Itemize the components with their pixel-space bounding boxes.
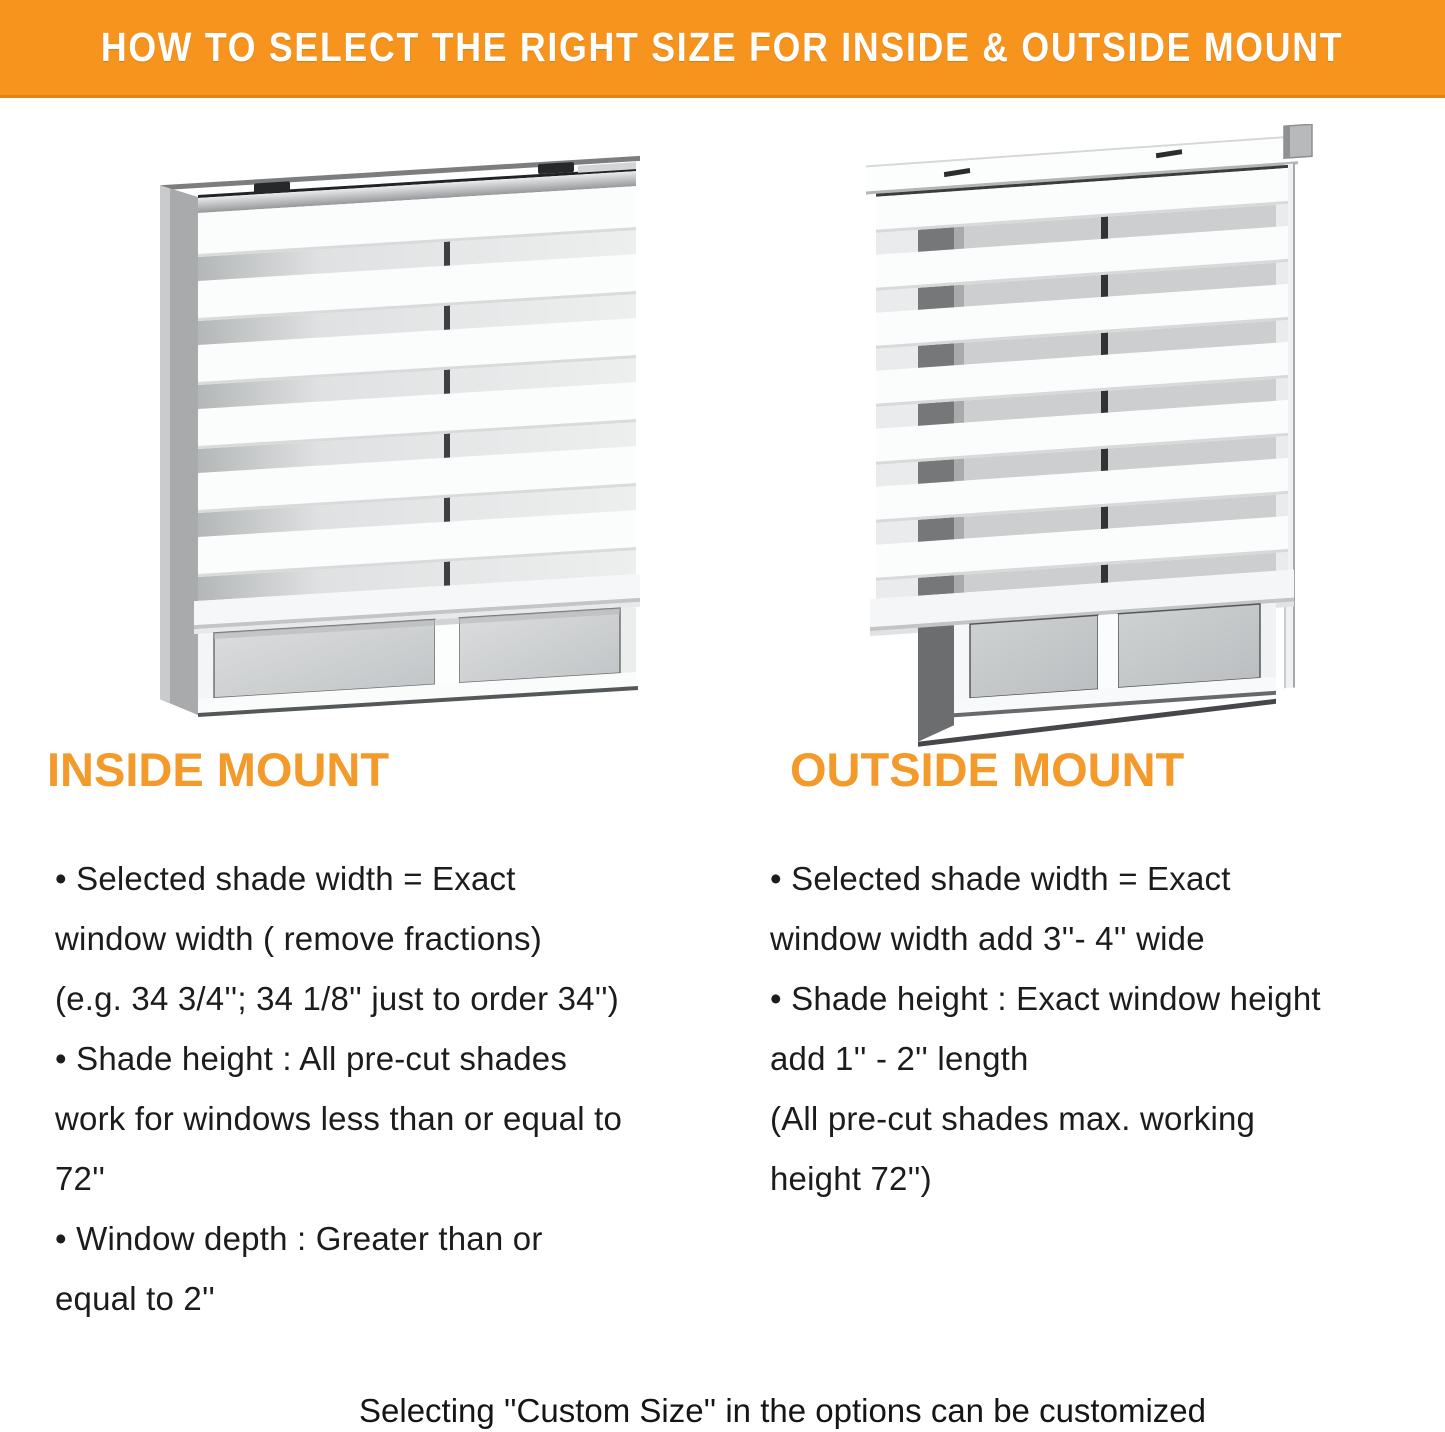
page-title: HOW TO SELECT THE RIGHT SIZE FOR INSIDE & OUTSIDE MOUNT: [101, 24, 1344, 70]
window-glass-left: [970, 615, 1098, 698]
text-line: • Shade height : All pre-cut shades: [55, 1040, 568, 1077]
inside-mount-heading: INSIDE MOUNT: [47, 743, 390, 796]
outside-mount-section: [765, 742, 1405, 1209]
window-lower-section: [918, 603, 1276, 747]
window-mullion: [1098, 614, 1118, 689]
inside-mount-instructions: [55, 849, 705, 1329]
inside-mount-section: [45, 742, 705, 1329]
text-line: work for windows less than or equal to: [55, 1100, 623, 1137]
l-bracket: [1284, 124, 1312, 158]
text-line: • Shade height : Exact window height: [770, 980, 1321, 1017]
text-line: • Selected shade width = Exact: [770, 860, 1231, 897]
text-line: 72'': [55, 1160, 106, 1197]
outside-mount-instructions: [770, 849, 1405, 1209]
window-recess: [918, 625, 954, 742]
text-line: (All pre-cut shades max. working: [770, 1100, 1256, 1137]
window-mullion: [435, 618, 459, 684]
text-line: window width ( remove fractions): [55, 920, 542, 957]
text-line: equal to 2'': [55, 1280, 215, 1317]
text-line: window width add 3''- 4'' wide: [770, 920, 1205, 957]
outside-mount-illustration: [858, 124, 1328, 757]
text-line: (e.g. 34 3/4''; 34 1/8'' just to order 34''): [55, 980, 619, 1017]
text-line: • Selected shade width = Exact: [55, 860, 516, 897]
outside-mount-heading: OUTSIDE MOUNT: [790, 743, 1185, 796]
text-line: height 72''): [770, 1160, 932, 1197]
inside-mount-illustration: [148, 146, 648, 726]
text-line: • Window depth : Greater than or: [55, 1220, 543, 1257]
footer-note: Selecting ''Custom Size'' in the options can be customized: [359, 1392, 1206, 1429]
header-banner: [0, 0, 1445, 98]
window-frame-left-return: [160, 183, 198, 717]
window-glass-right: [1118, 604, 1260, 688]
text-line: add 1'' - 2'' length: [770, 1040, 1029, 1077]
